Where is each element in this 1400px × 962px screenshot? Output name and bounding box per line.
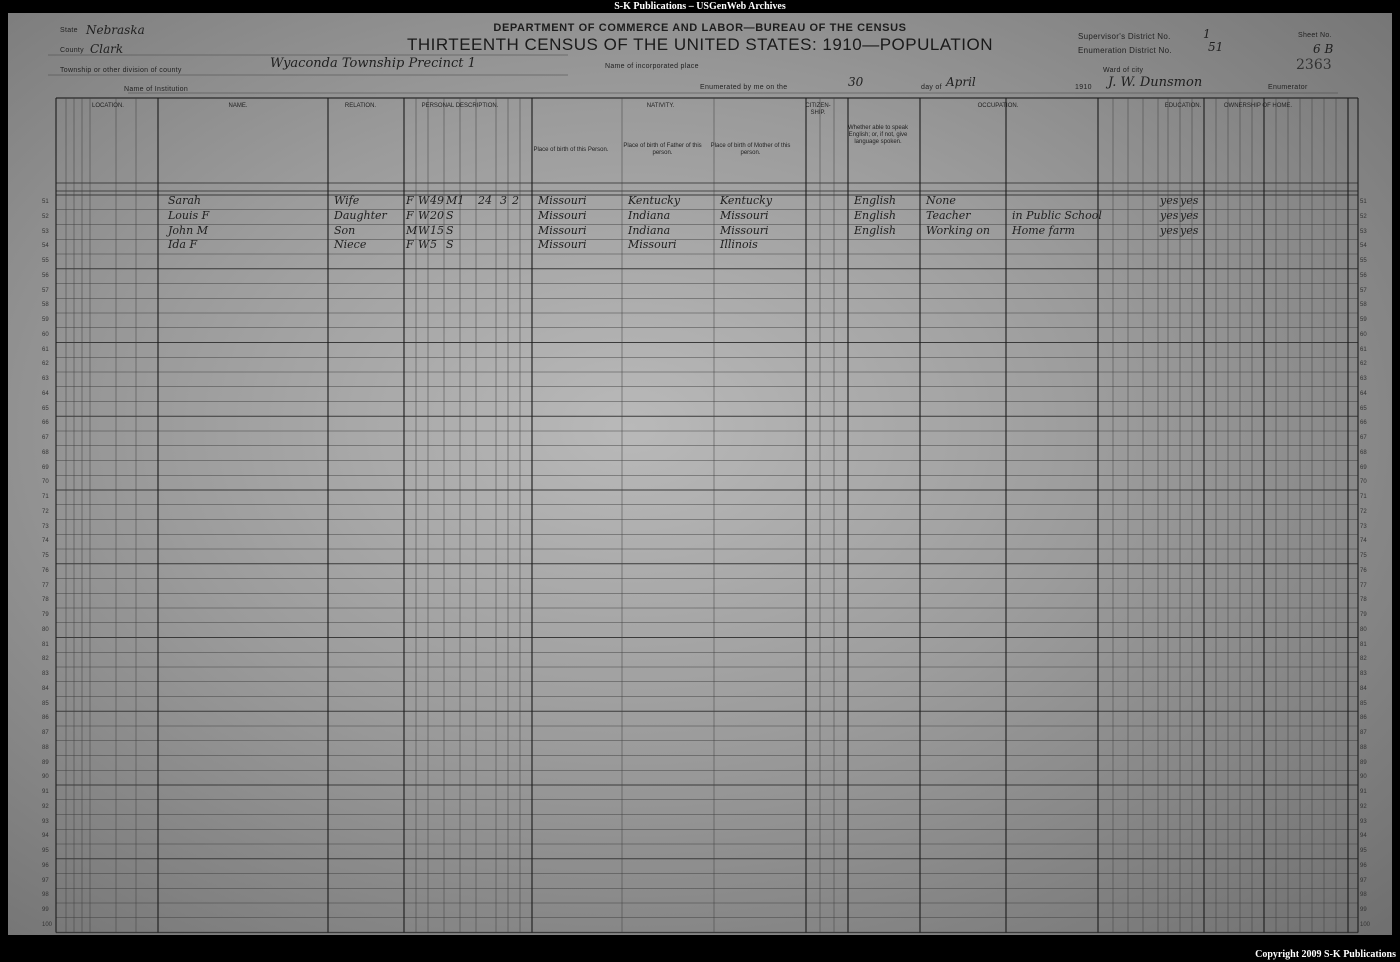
entry-race: W (418, 223, 430, 237)
line-number-right: 76 (1360, 567, 1367, 574)
month-value: April (946, 75, 976, 89)
col-language-header: Whether able to speak English; or, if not, give language spoken. (847, 125, 909, 145)
line-number-right: 91 (1360, 789, 1367, 795)
entry-relation: Son (334, 223, 356, 237)
entry-read: yes (1160, 223, 1179, 237)
line-number-right: 94 (1360, 833, 1367, 840)
enumerated-day: 30 (848, 75, 864, 89)
entry-age: 20 (430, 208, 444, 222)
line-number-right: 89 (1360, 759, 1367, 766)
line-number: 95 (42, 848, 49, 854)
entry-write: yes (1180, 208, 1199, 222)
line-number: 83 (42, 671, 49, 677)
line-number-right: 71 (1360, 494, 1367, 500)
line-number: 64 (42, 390, 49, 397)
line-number-right: 75 (1360, 553, 1367, 559)
line-number: 61 (42, 346, 49, 353)
entry-read: yes (1160, 208, 1179, 222)
line-number: 88 (42, 744, 49, 751)
line-number: 98 (42, 892, 49, 899)
sheet-value: 6 B (1313, 42, 1334, 56)
col-birth-mother-header: Place of birth of Mother of this person. (710, 143, 791, 156)
line-number-right: 53 (1360, 228, 1367, 235)
entry-father-birth: Indiana (628, 223, 671, 237)
line-number-right: 98 (1360, 892, 1367, 899)
line-number-right: 68 (1360, 449, 1367, 456)
line-number-right: 73 (1360, 523, 1367, 530)
stamp-number: 2363 (1296, 57, 1332, 73)
entry-years-married: 24 (478, 194, 492, 207)
line-number-right: 90 (1360, 774, 1367, 781)
line-number-right: 70 (1360, 479, 1367, 486)
line-number-right: 81 (1360, 641, 1367, 648)
supervisor-value: 1 (1203, 27, 1211, 41)
township-value: Wyaconda Township Precinct 1 (270, 56, 476, 71)
line-number-right: 54 (1360, 243, 1367, 250)
col-education-header: EDUCATION. (1164, 103, 1202, 109)
line-number: 79 (42, 612, 49, 618)
line-number: 74 (42, 538, 49, 545)
entry-occupation: None (926, 194, 956, 207)
line-number-right: 55 (1360, 258, 1367, 264)
institution-label: Name of Institution (124, 86, 189, 93)
entry-occupation: Working on (926, 223, 990, 237)
entry-marital: M1 (446, 194, 465, 207)
line-number: 73 (42, 523, 49, 530)
line-number: 70 (42, 479, 49, 486)
line-number: 93 (42, 818, 49, 825)
entry-relation: Niece (334, 238, 367, 252)
line-number: 59 (42, 317, 49, 323)
entry-birth: Missouri (538, 238, 587, 252)
line-number-right: 66 (1360, 420, 1367, 427)
enumeration-label: Enumeration District No. (1078, 46, 1172, 55)
day-of-label: day of (921, 84, 942, 91)
line-number: 85 (42, 700, 49, 707)
col-personal-header: PERSONAL DESCRIPTION. (421, 103, 499, 109)
line-number: 56 (42, 272, 49, 279)
line-number-right: 87 (1360, 730, 1367, 736)
entry-race: W (418, 194, 430, 207)
line-number: 52 (42, 213, 49, 220)
line-number: 86 (42, 715, 49, 722)
line-number: 84 (42, 685, 49, 692)
county-label: County (60, 47, 84, 54)
line-number: 53 (42, 228, 49, 235)
enumerator-signature: J. W. Dunsmon (1108, 75, 1203, 90)
entry-father-birth: Kentucky (628, 194, 681, 207)
line-number-right: 100 (1360, 921, 1371, 928)
entry-name: John M (168, 223, 208, 237)
line-number: 80 (42, 626, 49, 633)
line-number-right: 97 (1360, 877, 1367, 884)
township-label: Township or other division of county (60, 67, 182, 74)
line-number: 94 (42, 833, 49, 840)
line-number: 54 (42, 243, 49, 250)
entry-birth: Missouri (538, 208, 587, 222)
line-number: 77 (42, 582, 49, 589)
entry-language: English (854, 223, 896, 237)
entry-write: yes (1180, 223, 1199, 237)
census-sheet (8, 13, 1392, 935)
entry-race: W (418, 208, 430, 222)
year-value: 1910 (1075, 84, 1092, 91)
entry-industry: Home farm (1012, 223, 1075, 237)
entry-relation: Daughter (334, 208, 387, 222)
line-number: 60 (42, 331, 49, 338)
entry-children-living: 2 (512, 194, 519, 207)
county-value: Clark (90, 42, 124, 56)
line-number-right: 59 (1360, 317, 1367, 323)
entry-name: Sarah (168, 194, 201, 207)
enumerated-label: Enumerated by me on the (700, 84, 788, 91)
line-number: 89 (42, 759, 49, 766)
line-number-right: 83 (1360, 671, 1367, 677)
line-number: 97 (42, 877, 49, 884)
sheet-label: Sheet No. (1298, 32, 1332, 39)
entry-children-born: 3 (500, 194, 507, 207)
entry-age: 15 (430, 223, 444, 237)
entry-marital: S (446, 208, 454, 222)
line-number: 96 (42, 862, 49, 869)
line-number: 78 (42, 597, 49, 604)
entry-mother-birth: Kentucky (720, 194, 773, 207)
line-number-right: 67 (1360, 435, 1367, 441)
line-number: 71 (42, 494, 49, 500)
entry-language: English (854, 194, 896, 207)
entry-age: 5 (430, 238, 437, 252)
entry-marital: S (446, 223, 454, 237)
entry-relation: Wife (334, 194, 360, 207)
line-number: 67 (42, 435, 49, 441)
col-nativity-header: NATIVITY. (646, 103, 675, 109)
census-title: THIRTEENTH CENSUS OF THE UNITED STATES: 1910—POPULATION (406, 35, 994, 54)
entry-age: 49 (430, 194, 444, 207)
entry-sex: F (406, 208, 414, 222)
line-number: 57 (42, 287, 49, 294)
line-number-right: 92 (1360, 803, 1367, 810)
line-number-right: 60 (1360, 331, 1367, 338)
line-number-right: 96 (1360, 862, 1367, 869)
enumerator-label: Enumerator (1268, 84, 1308, 91)
line-number: 91 (42, 789, 49, 795)
entry-name: Louis F (168, 208, 210, 222)
entry-occupation: Teacher (926, 208, 971, 222)
enumeration-value: 51 (1208, 40, 1224, 54)
line-number-right: 69 (1360, 464, 1367, 471)
line-number: 99 (42, 907, 49, 913)
col-name-header: NAME. (228, 103, 248, 109)
line-number-right: 99 (1360, 907, 1367, 913)
line-number-right: 62 (1360, 361, 1367, 368)
line-number-right: 85 (1360, 700, 1367, 707)
line-number: 81 (42, 641, 49, 648)
col-birth-father-header: Place of birth of Father of this person. (623, 143, 702, 156)
line-number-right: 74 (1360, 538, 1367, 545)
line-number-right: 56 (1360, 272, 1367, 279)
col-birth-person-header: Place of birth of this Person. (533, 147, 609, 153)
entry-language: English (854, 208, 896, 222)
line-number: 76 (42, 567, 49, 574)
entry-birth: Missouri (538, 223, 587, 237)
line-number: 82 (42, 656, 49, 663)
line-number: 63 (42, 376, 49, 382)
line-number-right: 95 (1360, 848, 1367, 854)
line-number-right: 79 (1360, 612, 1367, 618)
line-number-right: 80 (1360, 626, 1367, 633)
line-number-right: 61 (1360, 346, 1367, 353)
line-number-right: 88 (1360, 744, 1367, 751)
line-number: 68 (42, 449, 49, 456)
line-number-right: 51 (1360, 199, 1367, 205)
entry-mother-birth: Missouri (720, 223, 769, 237)
line-number-right: 93 (1360, 818, 1367, 825)
line-number-right: 65 (1360, 405, 1367, 412)
line-number-right: 86 (1360, 715, 1367, 722)
line-number: 51 (42, 199, 49, 205)
state-value: Nebraska (86, 23, 145, 37)
copyright-notice: Copyright 2009 S-K Publications (1255, 949, 1396, 960)
entry-sex: M (406, 223, 418, 237)
col-occupation-header: OCCUPATION. (977, 103, 1019, 109)
entry-name: Ida F (168, 238, 198, 252)
col-relation-header: RELATION. (344, 103, 377, 109)
line-number-right: 58 (1360, 302, 1367, 309)
line-number: 100 (42, 921, 53, 928)
line-number: 58 (42, 302, 49, 309)
line-number: 69 (42, 464, 49, 471)
line-number: 72 (42, 508, 49, 515)
line-number: 87 (42, 730, 49, 736)
entry-birth: Missouri (538, 194, 587, 207)
line-number-right: 78 (1360, 597, 1367, 604)
entry-father-birth: Missouri (628, 238, 677, 252)
entry-mother-birth: Illinois (720, 238, 758, 252)
state-label: State (60, 27, 78, 34)
entry-mother-birth: Missouri (720, 208, 769, 222)
supervisor-label: Supervisor's District No. (1078, 32, 1171, 41)
line-number-right: 82 (1360, 656, 1367, 663)
line-number: 66 (42, 420, 49, 427)
source-caption: S-K Publications – USGenWeb Archives (614, 1, 786, 12)
line-number: 62 (42, 361, 49, 368)
col-citizenship-header: CITIZEN-SHIP. (805, 103, 831, 116)
entry-industry: in Public School (1012, 208, 1102, 222)
ward-label: Ward of city (1103, 67, 1144, 74)
entry-race: W (418, 238, 430, 252)
line-number: 75 (42, 553, 49, 559)
line-number-right: 77 (1360, 582, 1367, 589)
line-number-right: 63 (1360, 376, 1367, 382)
line-number-right: 64 (1360, 390, 1367, 397)
entry-read: yes (1160, 194, 1179, 207)
col-location-header: LOCATION. (92, 103, 124, 109)
line-number-right: 57 (1360, 287, 1367, 294)
line-number: 55 (42, 258, 49, 264)
line-number: 65 (42, 405, 49, 412)
line-number: 92 (42, 803, 49, 810)
line-number-right: 84 (1360, 685, 1367, 692)
line-number-right: 72 (1360, 508, 1367, 515)
entry-sex: F (406, 238, 414, 252)
col-ownership-header: OWNERSHIP OF HOME. (1223, 103, 1293, 109)
line-number: 90 (42, 774, 49, 781)
entry-write: yes (1180, 194, 1199, 207)
entry-father-birth: Indiana (628, 208, 671, 222)
line-number-right: 52 (1360, 213, 1367, 220)
entry-sex: F (406, 194, 414, 207)
department-heading: DEPARTMENT OF COMMERCE AND LABOR—BUREAU OF THE CENSUS (493, 22, 907, 34)
incorporated-label: Name of incorporated place (605, 63, 699, 70)
entry-marital: S (446, 238, 454, 252)
